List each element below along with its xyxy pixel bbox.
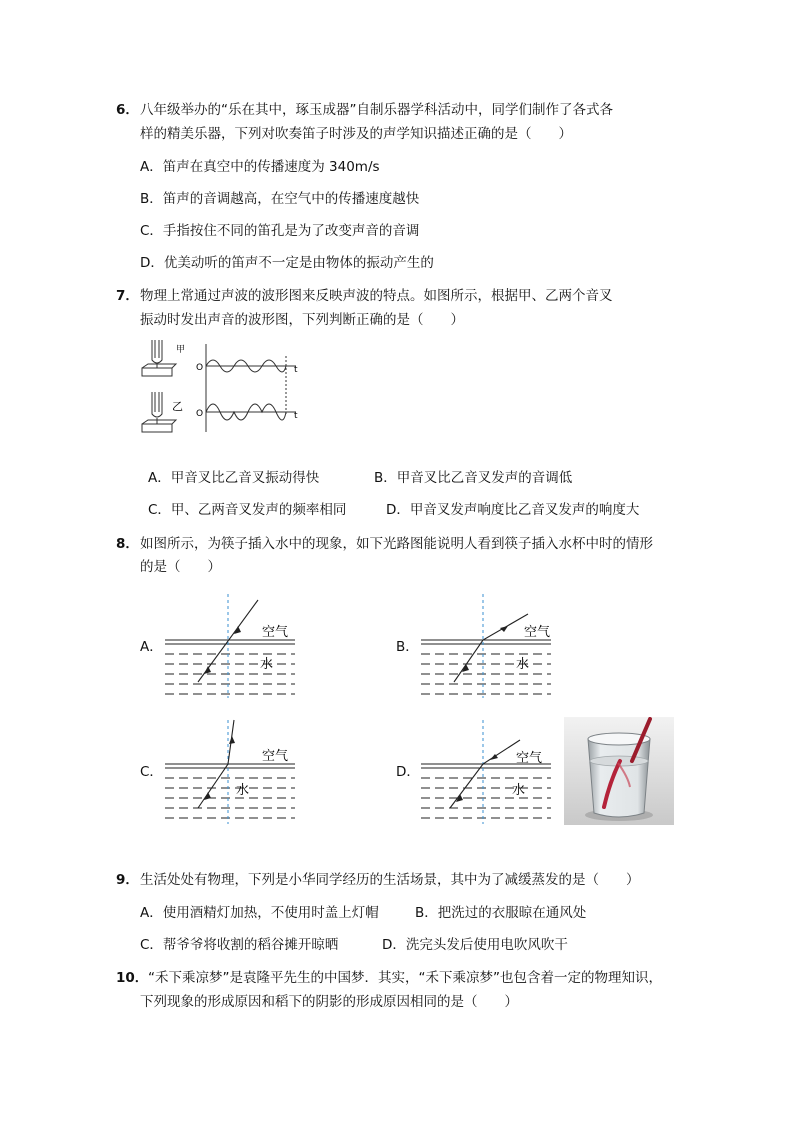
q7-option-d: D．甲音叉发声响度比乙音叉发声的响度大 bbox=[386, 502, 640, 518]
q7-option-b: B．甲音叉比乙音叉发声的音调低 bbox=[374, 470, 573, 486]
tuning-fork-waveform-figure bbox=[136, 336, 306, 440]
water-label: 水 bbox=[512, 783, 526, 798]
q8-diagram-a bbox=[160, 592, 310, 702]
axis-t-label-jia: t bbox=[294, 365, 298, 375]
q7-stem-line1: 物理上常通过声波的波形图来反映声波的特点。如图所示，根据甲、乙两个音叉 bbox=[140, 288, 613, 304]
q9-number: 9． bbox=[116, 872, 139, 888]
q10-number: 10． bbox=[116, 970, 149, 986]
q9-option-a: A．使用酒精灯加热，不使用时盖上灯帽 bbox=[140, 905, 379, 921]
q6-stem-line1: 八年级举办的“乐在其中，琢玉成器”自制乐器学科活动中，同学们制作了各式各 bbox=[140, 102, 613, 118]
q8-label-d: D． bbox=[396, 764, 420, 780]
water-label: 水 bbox=[260, 657, 274, 672]
water-label: 水 bbox=[236, 783, 250, 798]
q8-label-b: B． bbox=[396, 639, 419, 655]
q10-stem-line2: 下列现象的形成原因和稻下的阴影的形成原因相同的是（ ） bbox=[140, 994, 518, 1010]
chopstick-in-water-photo bbox=[564, 717, 674, 825]
q6-number: 6． bbox=[116, 102, 139, 118]
q6-stem-line2: 样的精美乐器，下列对吹奏笛子时涉及的声学知识描述正确的是（ ） bbox=[140, 126, 572, 142]
q8-diagram-b bbox=[416, 592, 566, 702]
air-label: 空气 bbox=[524, 625, 551, 640]
tuning-fork-yi-icon bbox=[152, 392, 162, 417]
q7-number: 7． bbox=[116, 288, 139, 304]
q8-stem-line2: 的是（ ） bbox=[140, 559, 221, 575]
q9-option-b: B．把洗过的衣服晾在通风处 bbox=[415, 905, 587, 921]
label-yi: 乙 bbox=[172, 400, 183, 413]
air-label: 空气 bbox=[516, 751, 543, 766]
q9-option-c: C．帮爷爷将收割的稻谷摊开晾晒 bbox=[140, 937, 339, 953]
q9-option-d: D．洗完头发后使用电吹风吹干 bbox=[382, 937, 568, 953]
q8-diagram-c bbox=[160, 716, 310, 828]
axis-t-label-yi: t bbox=[294, 411, 298, 421]
q8-label-c: C． bbox=[140, 764, 163, 780]
q8-diagram-d bbox=[416, 716, 566, 828]
label-jia: 甲 bbox=[176, 345, 186, 355]
air-label: 空气 bbox=[262, 625, 289, 640]
q8-number: 8． bbox=[116, 536, 139, 552]
q7-option-a: A．甲音叉比乙音叉振动得快 bbox=[148, 470, 320, 486]
q9-stem: 生活处处有物理，下列是小华同学经历的生活场景，其中为了减缓蒸发的是（ ） bbox=[140, 872, 640, 888]
air-label: 空气 bbox=[262, 749, 289, 764]
origin-label-jia: O bbox=[196, 363, 204, 373]
water-label: 水 bbox=[516, 657, 530, 672]
q8-label-a: A． bbox=[140, 639, 163, 655]
q6-option-c: C．手指按住不同的笛孔是为了改变声音的音调 bbox=[140, 223, 420, 239]
q6-option-a: A．笛声在真空中的传播速度为 340m/s bbox=[140, 159, 380, 175]
q6-option-b: B．笛声的音调越高，在空气中的传播速度越快 bbox=[140, 191, 420, 207]
origin-label-yi: O bbox=[196, 409, 204, 419]
tuning-fork-jia-icon bbox=[152, 340, 162, 363]
q7-option-c: C．甲、乙两音叉发声的频率相同 bbox=[148, 502, 347, 518]
q10-stem-line1: “禾下乘凉梦”是袁隆平先生的中国梦．其实，“禾下乘凉梦”也包含着一定的物理知识， bbox=[148, 970, 662, 986]
q6-option-d: D．优美动听的笛声不一定是由物体的振动产生的 bbox=[140, 255, 434, 271]
q7-stem-line2: 振动时发出声音的波形图，下列判断正确的是（ ） bbox=[140, 312, 464, 328]
q8-stem-line1: 如图所示，为筷子插入水中的现象，如下光路图能说明人看到筷子插入水杯中时的情形 bbox=[140, 536, 653, 552]
